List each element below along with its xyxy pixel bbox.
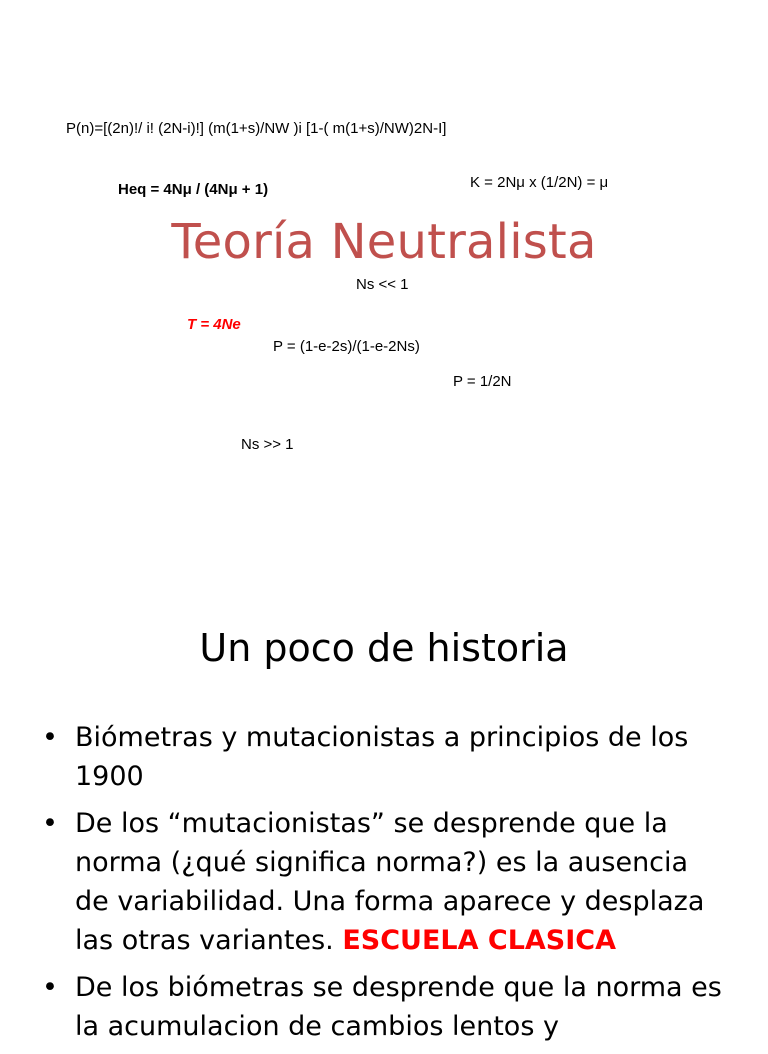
bullet-icon: •: [42, 972, 58, 1003]
formula-fixation-probability: P = (1-e-2s)/(1-e-2Ns): [273, 338, 420, 355]
bullet-icon: •: [42, 722, 58, 753]
bullet-list: [42, 718, 722, 1054]
bullet-item: [42, 718, 722, 796]
bullet-item: [42, 968, 722, 1046]
formula-ns-small: Ns << 1: [356, 276, 409, 293]
formula-fixation-time: T = 4Ne: [187, 316, 241, 333]
bullet-emphasis: ESCUELA CLASICA: [342, 925, 617, 956]
bullet-text: De los biómetras se desprende que la norma es la acumulacion de cambios lentos y: [75, 972, 722, 1042]
bullet-text: De los “mutacionistas” se desprende que la norma (¿qué significa norma?) es la ausencia de variabilidad. Una forma aparece y desplaza las otras variantes.: [75, 808, 705, 956]
slide-title: Un poco de historia: [199, 626, 569, 670]
formula-ns-large: Ns >> 1: [241, 436, 294, 453]
formula-substitution-rate: K = 2Nμ x (1/2N) = μ: [470, 174, 609, 191]
bullet-icon: •: [42, 808, 58, 839]
formula-neutral-probability: P = 1/2N: [453, 373, 512, 390]
bullet-text: Biómetras y mutacionistas a principios de los 1900: [75, 722, 689, 792]
slide-history: [0, 576, 768, 1042]
formula-probability: P(n)=[(2n)!/ i! (2N-i)!] (m(1+s)/NW )i [1-( m(1+s)/NW)2N-I]: [66, 120, 447, 137]
slide-title: Teoría Neutralista: [171, 214, 597, 270]
formula-heterozygosity: Heq = 4Nμ / (4Nμ + 1): [118, 181, 269, 198]
bullet-item: [42, 804, 722, 960]
